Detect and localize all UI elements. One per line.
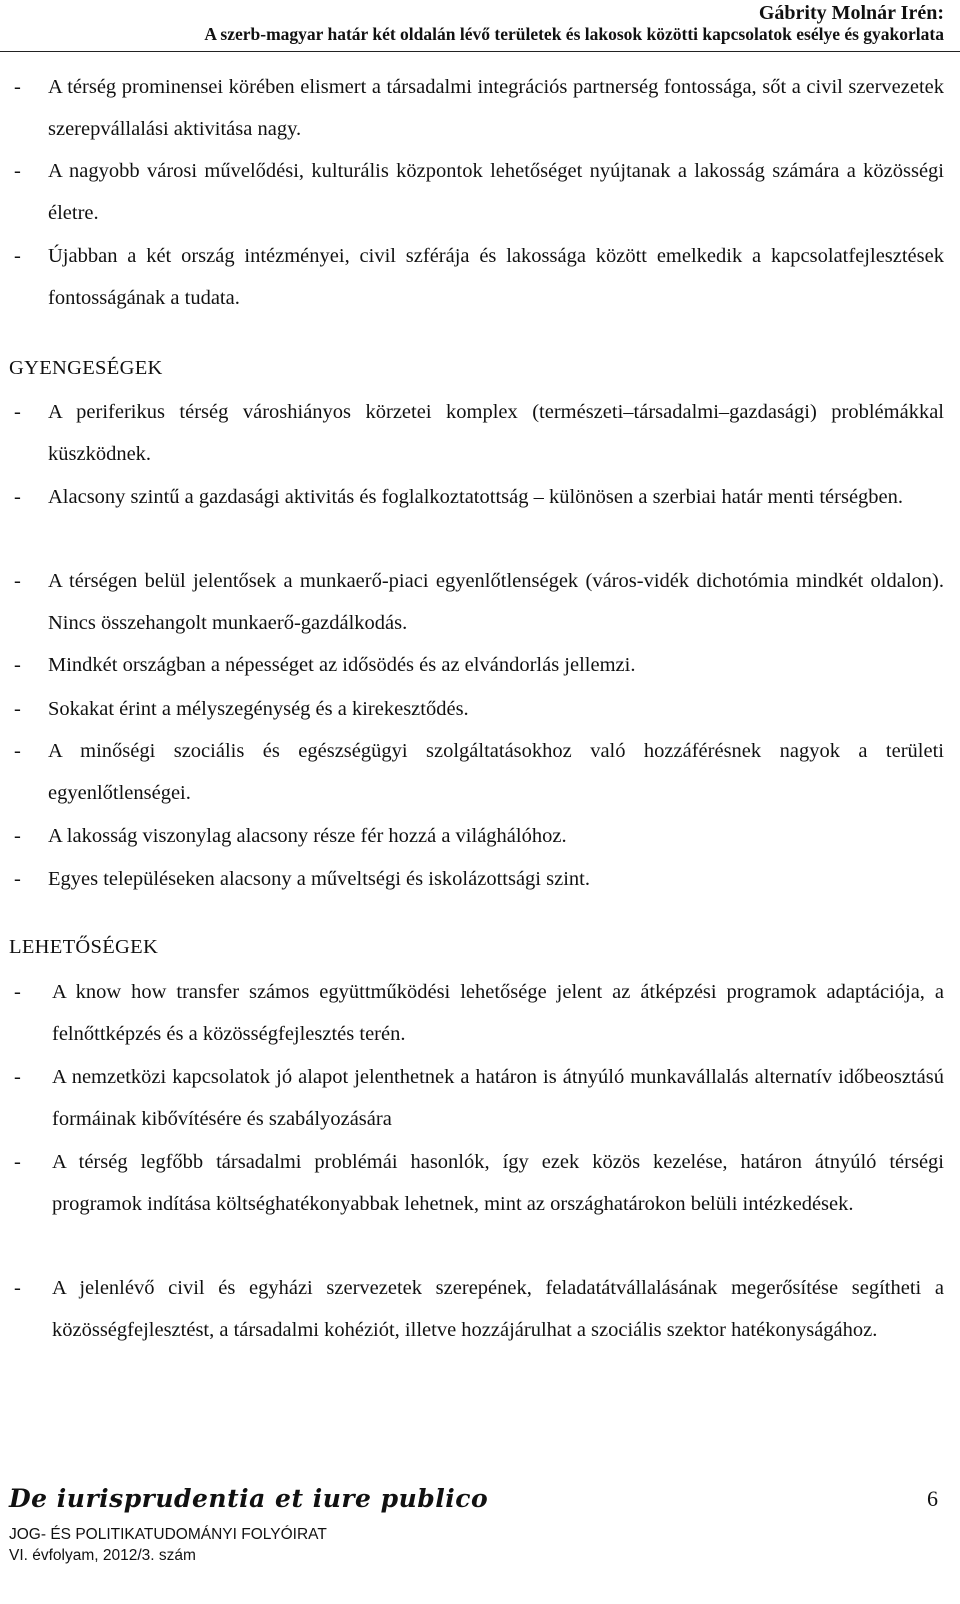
journal-issue: VI. évfolyam, 2012/3. szám (9, 1547, 196, 1564)
list-dash: - (14, 740, 21, 762)
list-item-text: A know how transfer számos együttműködési lehetősége jelent az átképzési programok adaptációja, a felnőttképzés és a közösségfejlesztés terén. (52, 981, 944, 1045)
list-item-text: A periferikus térség városhiányos körzetei komplex (természeti–társadalmi–gazdasági) problémákkal küszködnek. (48, 401, 944, 465)
list-item (14, 235, 944, 319)
header-title: A szerb-magyar határ két oldalán lévő területek és lakosok közötti kapcsolatok esélye és gyakorlata (204, 24, 944, 44)
list-item (14, 1267, 944, 1351)
list-item (14, 150, 944, 234)
header-author: Gábrity Molnár Irén: (758, 2, 944, 24)
list-item-text: Egyes településeken alacsony a műveltségi és iskolázottsági szint. (48, 868, 590, 890)
journal-name: JOG- ÉS POLITIKATUDOMÁNYI FOLYÓIRAT (9, 1526, 327, 1543)
list-item (14, 815, 944, 857)
section-heading-opportunities: LEHETŐSÉGEK (9, 936, 159, 958)
list-item-text: Mindkét országban a népességet az idősödés és az elvándorlás jellemzi. (48, 654, 636, 676)
list-item (14, 1056, 944, 1140)
list-dash: - (14, 160, 21, 182)
list-dash: - (14, 698, 21, 720)
list-item-text: A nemzetközi kapcsolatok jó alapot jelenthetnek a határon is átnyúló munkavállalás alternatív időbeosztású formáinak kibővítésére és szabályozására (52, 1066, 944, 1130)
running-header (0, 0, 960, 48)
list-dash: - (14, 981, 21, 1003)
list-dash: - (14, 1066, 21, 1088)
list-item (14, 476, 944, 518)
section-heading-weaknesses: GYENGESÉGEK (9, 357, 163, 379)
list-item (14, 730, 944, 814)
list-dash: - (14, 825, 21, 847)
list-item (14, 560, 944, 644)
list-item-text: Újabban a két ország intézményei, civil szférája és lakossága között emelkedik a kapcsolatfejlesztések fontosságának a tudata. (48, 245, 944, 309)
list-dash: - (14, 401, 21, 423)
list-item (14, 971, 944, 1055)
list-item (14, 688, 944, 730)
list-dash: - (14, 486, 21, 508)
list-dash: - (14, 654, 21, 676)
list-dash: - (14, 245, 21, 267)
list-item-text: A lakosság viszonylag alacsony része fér hozzá a világhálóhoz. (48, 825, 567, 847)
list-dash: - (14, 1277, 21, 1299)
list-item (14, 858, 944, 900)
list-dash: - (14, 1151, 21, 1173)
list-item-text: A térség legfőbb társadalmi problémái hasonlók, így ezek közös kezelése, határon átnyúló térségi programok indítása költséghatékonyabbak lehetnek, mint az országhatárokon belüli intézkedések. (52, 1151, 944, 1215)
list-item-text: A jelenlévő civil és egyházi szervezetek szerepének, feladatátvállalásának megerősítése segítheti a közösségfejlesztést, a társadalmi kohéziót, illetve hozzájárulhat a szociális szektor hatékonyságához. (52, 1277, 944, 1341)
list-item-text: A nagyobb városi művelődési, kulturális központok lehetőséget nyújtanak a lakosság számára a közösségi életre. (48, 160, 944, 224)
journal-script-title: De iurisprudentia et iure publico (9, 1484, 489, 1513)
list-dash: - (14, 868, 21, 890)
list-item (14, 66, 944, 150)
list-item-text: Alacsony szintű a gazdasági aktivitás és foglalkoztatottság – különösen a szerbiai határ menti térségben. (48, 486, 904, 508)
list-item (14, 644, 944, 686)
list-item-text: A térség prominensei körében elismert a társadalmi integrációs partnerség fontossága, sőt a civil szervezetek szerepvállalási aktivitása nagy. (48, 76, 944, 140)
list-item-text: Sokakat érint a mélyszegénység és a kirekesztődés. (48, 698, 469, 720)
header-rule (0, 51, 960, 52)
list-item-text: A térségen belül jelentősek a munkaerő-piaci egyenlőtlenségek (város-vidék dichotómia mindkét oldalon). Nincs összehangolt munkaerő-gazdálkodás. (48, 570, 944, 634)
list-dash: - (14, 76, 21, 98)
list-item (14, 391, 944, 475)
list-item-text: A minőségi szociális és egészségügyi szolgáltatásokhoz való hozzáférésnek nagyok a területi egyenlőtlenségei. (48, 740, 944, 804)
list-dash: - (14, 570, 21, 592)
page-number: 6 (927, 1486, 938, 1511)
list-item (14, 1141, 944, 1225)
